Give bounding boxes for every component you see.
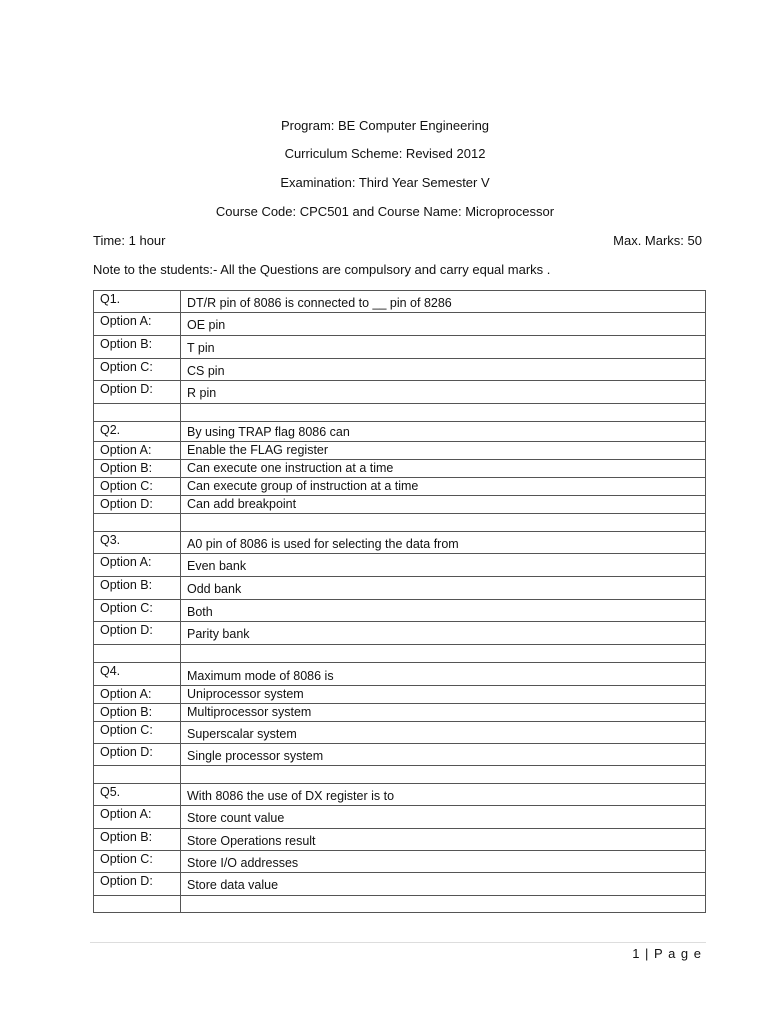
option-text: Even bank bbox=[181, 554, 706, 577]
option-label: Option C: bbox=[94, 359, 181, 381]
question-row bbox=[94, 422, 706, 442]
questions-table bbox=[93, 290, 706, 913]
examination-heading: Examination: Third Year Semester V bbox=[280, 175, 490, 190]
option-row bbox=[94, 496, 706, 514]
option-label: Option A: bbox=[94, 554, 181, 577]
option-text: Can execute one instruction at a time bbox=[181, 460, 706, 478]
option-label: Option B: bbox=[94, 704, 181, 722]
option-row bbox=[94, 744, 706, 766]
option-label: Option C: bbox=[94, 478, 181, 496]
option-row bbox=[94, 442, 706, 460]
option-row bbox=[94, 873, 706, 896]
option-row bbox=[94, 704, 706, 722]
question-text: A0 pin of 8086 is used for selecting the data from bbox=[181, 532, 706, 554]
question-row bbox=[94, 532, 706, 554]
option-label: Option A: bbox=[94, 806, 181, 829]
question-number: Q2. bbox=[94, 422, 181, 442]
option-label: Option D: bbox=[94, 381, 181, 404]
option-row bbox=[94, 600, 706, 622]
option-text: Parity bank bbox=[181, 622, 706, 645]
option-text: R pin bbox=[181, 381, 706, 404]
option-text: Multiprocessor system bbox=[181, 704, 706, 722]
option-text: Enable the FLAG register bbox=[181, 442, 706, 460]
spacer-row bbox=[94, 896, 706, 913]
spacer-row bbox=[94, 514, 706, 532]
question-text: With 8086 the use of DX register is to bbox=[181, 784, 706, 806]
option-row bbox=[94, 478, 706, 496]
option-row bbox=[94, 313, 706, 336]
option-text: Single processor system bbox=[181, 744, 706, 766]
option-text: Uniprocessor system bbox=[181, 686, 706, 704]
option-row bbox=[94, 554, 706, 577]
option-text: T pin bbox=[181, 336, 706, 359]
course-heading: Course Code: CPC501 and Course Name: Microprocessor bbox=[215, 204, 555, 219]
question-row bbox=[94, 784, 706, 806]
option-label: Option C: bbox=[94, 722, 181, 744]
option-row bbox=[94, 622, 706, 645]
option-text: Store count value bbox=[181, 806, 706, 829]
spacer-row bbox=[94, 645, 706, 663]
question-text: By using TRAP flag 8086 can bbox=[181, 422, 706, 442]
question-row bbox=[94, 291, 706, 313]
option-text: Both bbox=[181, 600, 706, 622]
exam-time: Time: 1 hour bbox=[93, 233, 166, 248]
option-label: Option D: bbox=[94, 873, 181, 896]
question-number: Q4. bbox=[94, 663, 181, 686]
option-row bbox=[94, 336, 706, 359]
question-row bbox=[94, 663, 706, 686]
option-text: Store I/O addresses bbox=[181, 851, 706, 873]
spacer-row bbox=[94, 404, 706, 422]
option-label: Option D: bbox=[94, 744, 181, 766]
question-number: Q1. bbox=[94, 291, 181, 313]
option-row bbox=[94, 851, 706, 873]
option-label: Option B: bbox=[94, 460, 181, 478]
spacer-row bbox=[94, 766, 706, 784]
option-label: Option D: bbox=[94, 496, 181, 514]
option-row bbox=[94, 460, 706, 478]
option-label: Option B: bbox=[94, 829, 181, 851]
option-label: Option A: bbox=[94, 313, 181, 336]
program-heading: Program: BE Computer Engineering bbox=[280, 118, 490, 133]
footer-divider bbox=[90, 942, 706, 943]
option-text: Can execute group of instruction at a time bbox=[181, 478, 706, 496]
option-label: Option C: bbox=[94, 600, 181, 622]
option-row bbox=[94, 722, 706, 744]
option-row bbox=[94, 829, 706, 851]
option-text: Can add breakpoint bbox=[181, 496, 706, 514]
curriculum-heading: Curriculum Scheme: Revised 2012 bbox=[284, 146, 486, 161]
question-number: Q3. bbox=[94, 532, 181, 554]
student-note: Note to the students:- All the Questions are compulsory and carry equal marks . bbox=[93, 262, 551, 277]
option-row bbox=[94, 381, 706, 404]
option-text: Store Operations result bbox=[181, 829, 706, 851]
option-label: Option A: bbox=[94, 686, 181, 704]
page-number: 1 | P a g e bbox=[632, 946, 702, 961]
option-row bbox=[94, 359, 706, 381]
option-row bbox=[94, 577, 706, 600]
option-text: Odd bank bbox=[181, 577, 706, 600]
option-text: CS pin bbox=[181, 359, 706, 381]
option-label: Option B: bbox=[94, 336, 181, 359]
option-text: Superscalar system bbox=[181, 722, 706, 744]
option-text: Store data value bbox=[181, 873, 706, 896]
option-label: Option A: bbox=[94, 442, 181, 460]
option-label: Option D: bbox=[94, 622, 181, 645]
option-label: Option C: bbox=[94, 851, 181, 873]
question-number: Q5. bbox=[94, 784, 181, 806]
option-label: Option B: bbox=[94, 577, 181, 600]
option-row bbox=[94, 686, 706, 704]
option-row bbox=[94, 806, 706, 829]
max-marks: Max. Marks: 50 bbox=[613, 233, 702, 248]
question-text: Maximum mode of 8086 is bbox=[181, 663, 706, 686]
question-text: DT/R pin of 8086 is connected to __ pin of 8286 bbox=[181, 291, 706, 313]
option-text: OE pin bbox=[181, 313, 706, 336]
